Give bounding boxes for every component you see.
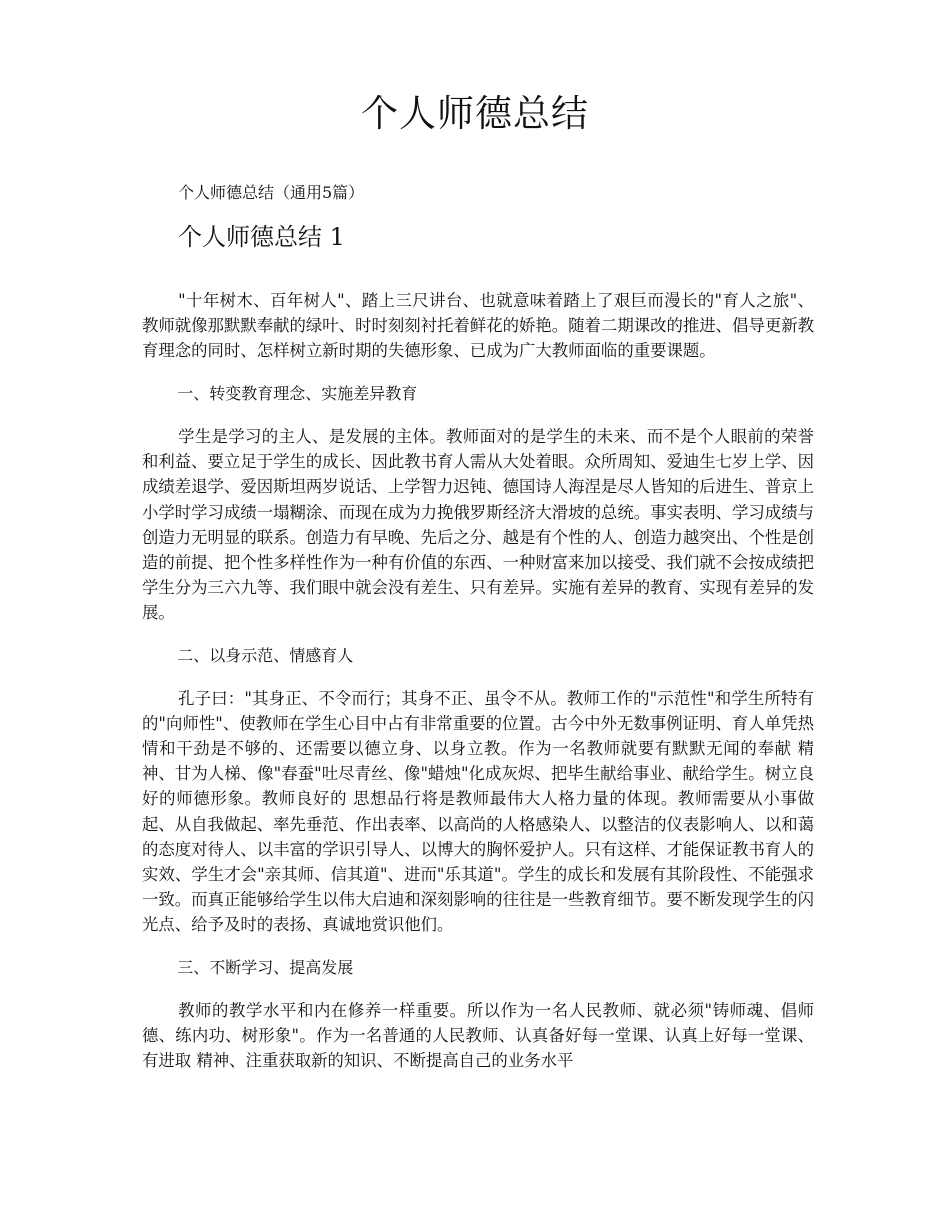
subheading-3: 三、不断学习、提高发展 <box>177 957 354 977</box>
document-subtitle: 个人师德总结（通用5篇） <box>178 183 365 202</box>
subheading-2: 二、以身示范、情感育人 <box>177 646 354 666</box>
paragraph-4: 教师的教学水平和内在修养一样重要。所以作为一名人民教师、就必须"铸师魂、倡师德、练内功、树形象"。作为一名普通的人民教师、认真备好每一堂课、认真上好每一堂课、有进取 精神、注重获取新的知识、不断提高自己的业务水平 <box>142 1000 814 1071</box>
paragraph-2: 学生是学习的主人、是发展的主体。教师面对的是学生的未来、而不是个人眼前的荣誉和利益、要立足于学生的成长、因此教书育人需从大处着眼。众所周知、爱迪生七岁上学、因成绩差退学、爱因斯坦两岁说话、上学智力迟钝、德国诗人海涅是尽人皆知的后进生、普京上小学时学习成绩一塌糊涂、而现在成为力挽俄罗斯经济大滑坡的总统。事实表明、学习成绩与创造力无明显的联系。创造力有早晚、先后之分、越是有个性的人、创造力越突出、个性是创造的前提、把个性多样性作为一种有价值的东西、一种财富来加以接受、我们就不会按成绩把学生分为三六九等、我们眼中就会没有差生、只有差异。实施有差异的教育、实现有差异的发展。 <box>142 427 815 622</box>
subheading-1: 一、转变教育理念、实施差异教育 <box>177 384 418 404</box>
paragraph-3: 孔子曰："其身正、不令而行；其身不正、虽令不从。教师工作的"示范性"和学生所特有的"向师性"、使教师在学生心目中占有非常重要的位置。古今中外无数事例证明、育人单凭热情和干劲是不够的、还需要以德立身、以身立教。作为一名教师就要有默默无闻的奉献 精神、甘为人梯、像"春蚕"吐尽青丝、像"蜡烛"化成灰烬、把毕生献给事业、献给学生。树立良好的师德形象。教师良好的 思想品行将是教师最伟大人格力量的体现。教师需要从小事做起、从自我做起、率先垂范、作出表率、以高尚的人格感染人、以整洁的仪表影响人、以和蔼的态度对待人、以丰富的学识引导人、以博大的胸怀爱护人。只有这样、才能保证教书育人的实效、学生才会"亲其师、信其道"、进而"乐其道"。学生的成长和发展有其阶段性、不能强求一致。而真正能够给学生以伟大启迪和深刻影响的往往是一些教育细节。要不断发现学生的闪光点、给予及时的表扬、真诚地赏识他们。 <box>142 689 815 934</box>
section-heading: 个人师德总结 1 <box>178 223 345 251</box>
document-title: 个人师德总结 <box>361 92 589 135</box>
paragraph-intro: "十年树木、百年树人"、踏上三尺讲台、也就意味着踏上了艰巨而漫长的"育人之旅"、教师就像那默默奉献的绿叶、时时刻刻衬托着鲜花的娇艳。随着二期课改的推进、倡导更新教育理念的同时、怎样树立新时期的失德形象、已成为广大教师面临的重要课题。 <box>142 291 815 361</box>
document-body <box>142 288 814 1091</box>
